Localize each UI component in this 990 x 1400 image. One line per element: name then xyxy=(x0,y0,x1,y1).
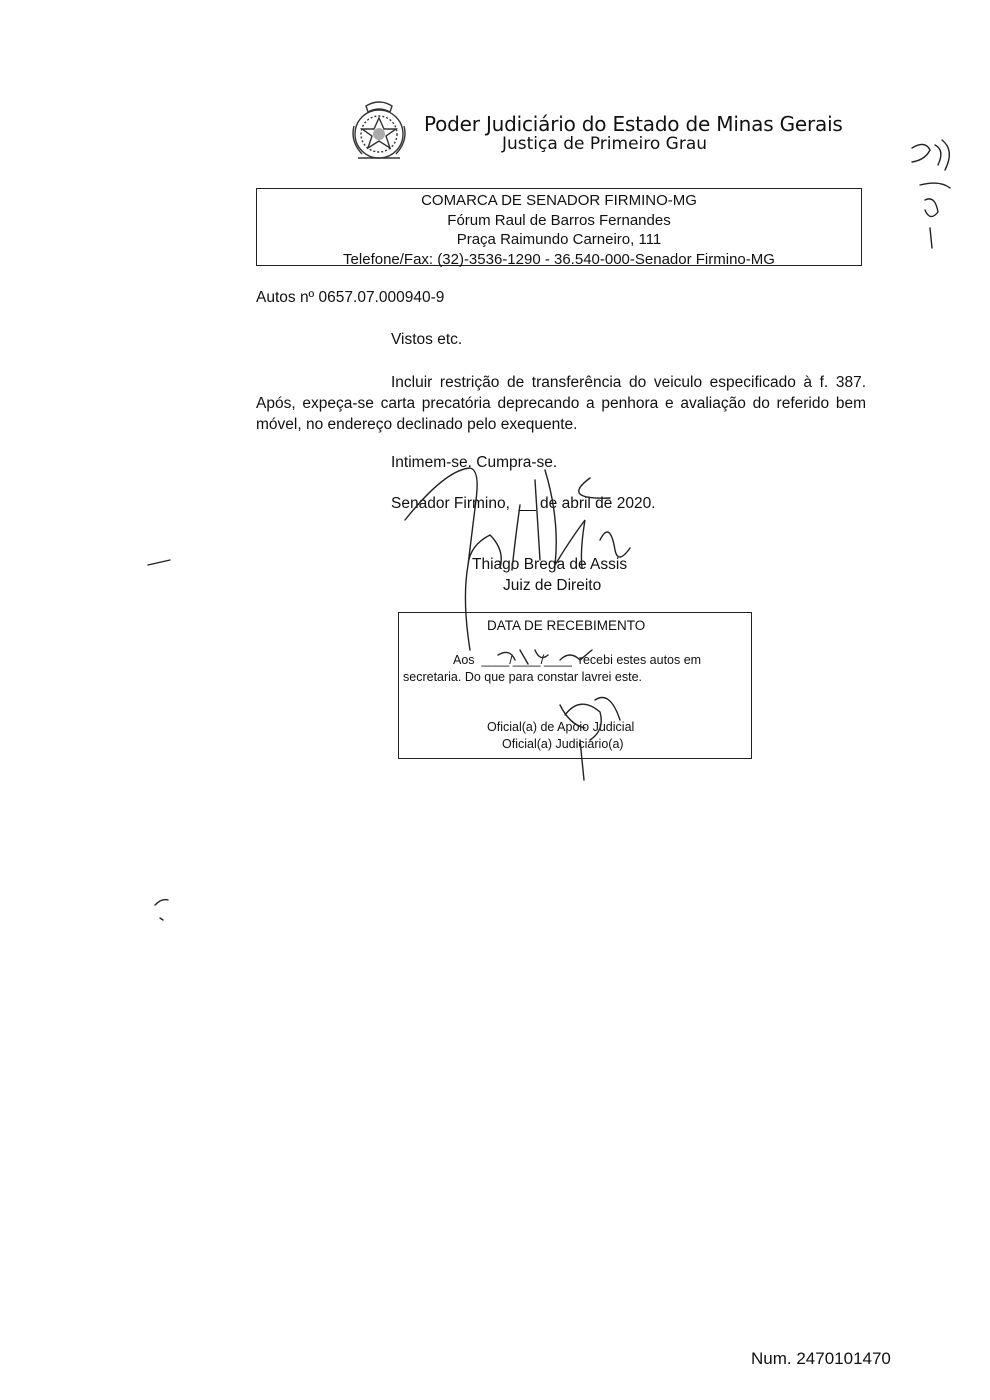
receipt-statement: secretaria. Do que para constar lavrei este. xyxy=(403,670,643,684)
judge-name: Thiago Brega de Assis xyxy=(472,556,628,573)
page-number: Num. 2470101470 xyxy=(751,1349,891,1368)
receipt-signature xyxy=(560,698,620,781)
receipt-title: DATA DE RECEBIMENTO xyxy=(487,618,646,633)
date-line: Senador Firmino, __ de abril de 2020. xyxy=(391,495,656,512)
judge-signature xyxy=(405,468,630,570)
receipt-date-handwriting xyxy=(498,650,592,664)
judge-signature-tail xyxy=(465,565,470,650)
greeting: Vistos etc. xyxy=(391,331,463,348)
receipt-officer-title-1: Oficial(a) de Apoio Judicial xyxy=(487,720,635,734)
court-line-phone: Telefone/Fax: (32)-3536-1290 - 36.540-000-Senador Firmino-MG xyxy=(343,250,775,268)
judge-role: Juiz de Direito xyxy=(503,577,602,594)
court-line-forum: Fórum Raul de Barros Fernandes xyxy=(447,211,671,229)
institution-subtitle: Justiça de Primeiro Grau xyxy=(502,134,708,154)
court-line-address: Praça Raimundo Carneiro, 111 xyxy=(456,231,662,248)
margin-mark-dots xyxy=(155,900,168,920)
receipt-date-line: Aos ____/____/____ recebi estes autos em xyxy=(453,653,702,667)
institution-title: Poder Judiciário do Estado de Minas Gerais xyxy=(424,112,843,136)
page-mark-handwriting xyxy=(912,140,950,248)
case-number: Autos nº 0657.07.000940-9 xyxy=(256,289,445,306)
margin-mark xyxy=(148,560,170,565)
receipt-officer-title-2: Oficial(a) Judiciário(a) xyxy=(502,737,624,751)
court-line-comarca: COMARCA DE SENADOR FIRMINO-MG xyxy=(421,192,697,209)
closing-line: Intimem-se. Cumpra-se. xyxy=(391,454,558,471)
order-paragraph: Incluir restrição de transferência do veiculo especificado à f. 387. Após, expeça-se carta precatória deprecando a penhora e avaliação do referido bem móvel, no endereço declinado pelo exequente. xyxy=(256,374,866,433)
